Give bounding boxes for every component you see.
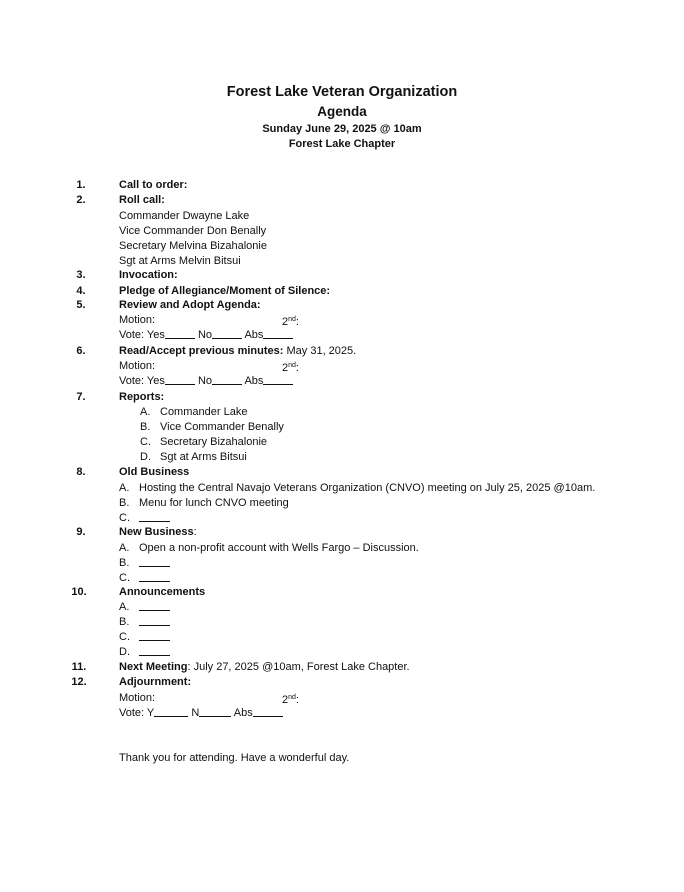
item-number-1: 1. bbox=[76, 179, 86, 191]
item-next-meeting: Next Meeting: July 27, 2025 @10am, Forest Lake Chapter. bbox=[119, 661, 410, 673]
vote-yes-blank bbox=[154, 706, 188, 717]
blank-line bbox=[139, 571, 170, 582]
report-item: C. Secretary Bizahalonie bbox=[140, 436, 268, 448]
roll-call-member: Commander Dwayne Lake bbox=[119, 210, 250, 222]
motion-label: Motion: bbox=[119, 314, 156, 326]
blank-line bbox=[139, 630, 170, 641]
second-label: 2nd: bbox=[282, 694, 299, 706]
announcement-item: B. bbox=[119, 615, 170, 629]
report-item: D. Sgt at Arms Bitsui bbox=[140, 451, 247, 463]
item-title-adjournment: Adjournment: bbox=[119, 676, 192, 688]
item-number-8: 8. bbox=[76, 466, 86, 478]
vote-abs-blank bbox=[253, 706, 283, 717]
vote-line: Vote: Yes No Abs bbox=[119, 374, 293, 388]
old-business-item: C. bbox=[119, 511, 170, 525]
item-number-12: 12. bbox=[71, 676, 87, 688]
meeting-location: Forest Lake Chapter bbox=[288, 138, 396, 150]
blank-line bbox=[139, 615, 170, 626]
meeting-date: Sunday June 29, 2025 @ 10am bbox=[262, 123, 422, 135]
motion-label: Motion: bbox=[119, 360, 156, 372]
item-title-reports: Reports: bbox=[119, 391, 165, 403]
item-number-3: 3. bbox=[76, 269, 86, 281]
report-item: B. Vice Commander Benally bbox=[140, 421, 284, 433]
blank-line bbox=[139, 600, 170, 611]
blank-line bbox=[139, 556, 170, 567]
item-title-pledge: Pledge of Allegiance/Moment of Silence: bbox=[119, 285, 331, 297]
vote-abs-blank bbox=[263, 374, 293, 385]
blank-line bbox=[139, 511, 170, 522]
roll-call-member: Vice Commander Don Benally bbox=[119, 225, 267, 237]
document-title: Agenda bbox=[317, 104, 367, 119]
item-title-old-business: Old Business bbox=[119, 466, 190, 478]
old-business-item: B. Menu for lunch CNVO meeting bbox=[119, 497, 289, 509]
new-business-item: C. bbox=[119, 571, 170, 585]
item-title-new-business: New Business: bbox=[119, 526, 197, 538]
organization-title: Forest Lake Veteran Organization bbox=[226, 84, 458, 100]
vote-abs-blank bbox=[263, 328, 293, 339]
item-number-2: 2. bbox=[76, 194, 86, 206]
vote-yes-blank bbox=[165, 328, 195, 339]
new-business-item: B. bbox=[119, 556, 170, 570]
motion-label: Motion: bbox=[119, 692, 156, 704]
vote-no-blank bbox=[212, 374, 242, 385]
announcement-item: A. bbox=[119, 600, 170, 614]
item-number-5: 5. bbox=[76, 299, 86, 311]
vote-line: Vote: Yes No Abs bbox=[119, 328, 293, 342]
vote-no-blank bbox=[199, 706, 231, 717]
vote-no-blank bbox=[212, 328, 242, 339]
blank-line bbox=[139, 645, 170, 656]
announcement-item: C. bbox=[119, 630, 170, 644]
item-number-10: 10. bbox=[71, 586, 87, 598]
vote-yes-blank bbox=[165, 374, 195, 385]
closing-message: Thank you for attending. Have a wonderful day. bbox=[119, 752, 350, 764]
item-title-review-agenda: Review and Adopt Agenda: bbox=[119, 299, 261, 311]
item-title-announcements: Announcements bbox=[119, 586, 206, 598]
second-label: 2nd: bbox=[282, 362, 299, 374]
item-number-11: 11. bbox=[71, 661, 87, 673]
item-number-6: 6. bbox=[76, 345, 86, 357]
item-title-roll-call: Roll call: bbox=[119, 194, 165, 206]
item-number-9: 9. bbox=[76, 526, 86, 538]
second-label: 2nd: bbox=[282, 316, 299, 328]
item-number-4: 4. bbox=[76, 285, 86, 297]
roll-call-member: Sgt at Arms Melvin Bitsui bbox=[119, 255, 241, 267]
old-business-item: A. Hosting the Central Navajo Veterans Organization (CNVO) meeting on July 25, 2025 @10am. bbox=[119, 482, 596, 494]
vote-line: Vote: Y N Abs bbox=[119, 706, 283, 720]
new-business-item: A. Open a non-profit account with Wells Fargo – Discussion. bbox=[119, 542, 419, 554]
item-previous-minutes: Read/Accept previous minutes: May 31, 2025. bbox=[119, 345, 357, 357]
roll-call-member: Secretary Melvina Bizahalonie bbox=[119, 240, 267, 252]
announcement-item: D. bbox=[119, 645, 170, 659]
item-number-7: 7. bbox=[76, 391, 86, 403]
report-item: A. Commander Lake bbox=[140, 406, 248, 418]
item-title-invocation: Invocation: bbox=[119, 269, 178, 281]
item-title-call-to-order: Call to order: bbox=[119, 179, 188, 191]
